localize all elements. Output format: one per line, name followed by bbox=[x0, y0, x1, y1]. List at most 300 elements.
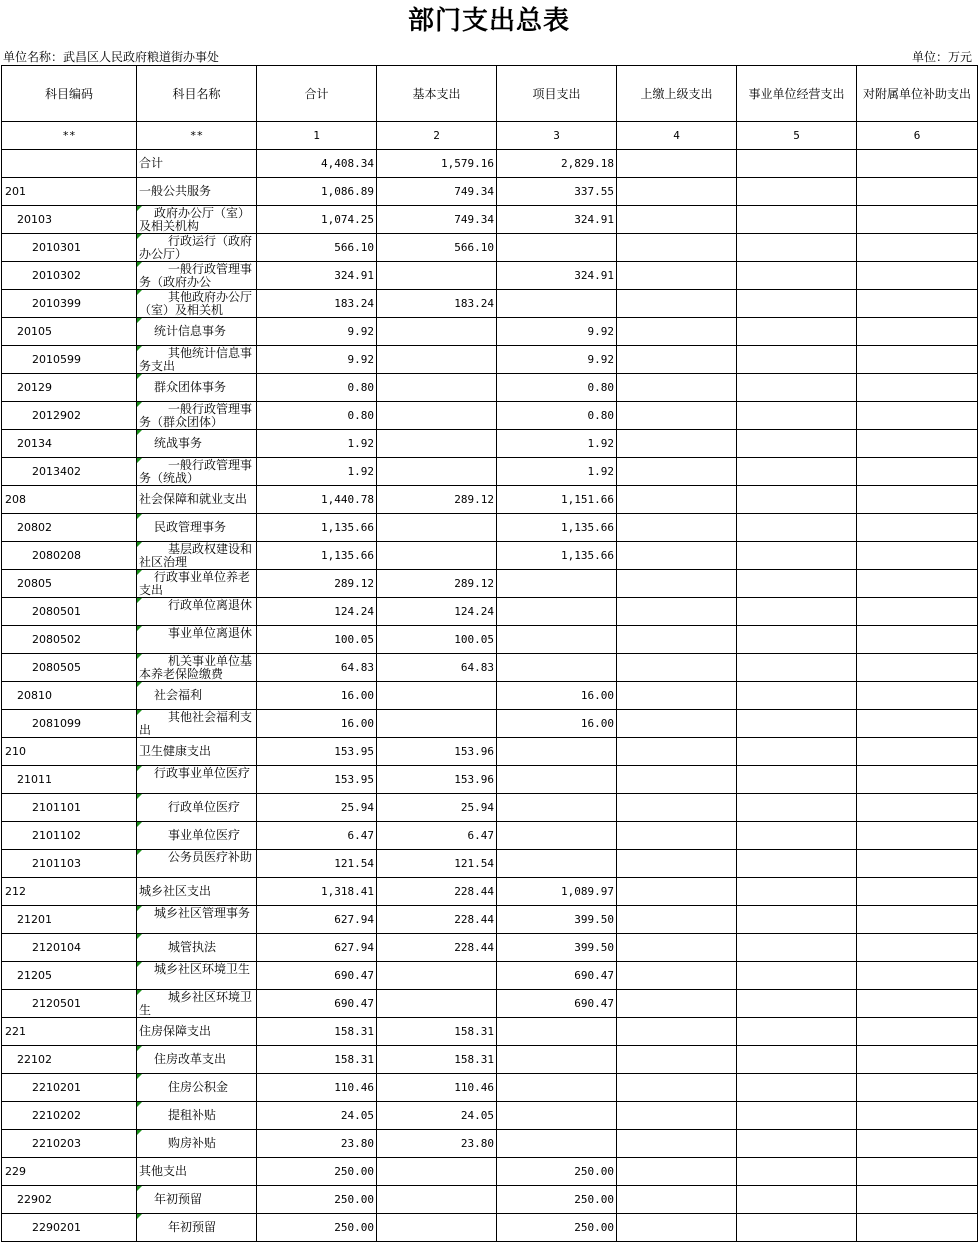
subsidiary-subsidy-cell bbox=[857, 178, 978, 206]
total-cell: 110.46 bbox=[257, 1074, 377, 1102]
subject-code-cell: 2080502 bbox=[2, 626, 137, 654]
total-cell: 1,135.66 bbox=[257, 542, 377, 570]
basic-expense-cell: 749.34 bbox=[377, 178, 497, 206]
subject-name-text: 行政单位离退休 bbox=[168, 598, 253, 612]
project-expense-cell: 250.00 bbox=[497, 1186, 617, 1214]
subsidiary-subsidy-cell bbox=[857, 710, 978, 738]
table-row bbox=[2, 430, 978, 458]
subject-name-text: 提租补贴 bbox=[168, 1108, 217, 1122]
table-row bbox=[2, 206, 978, 234]
basic-expense-cell bbox=[377, 710, 497, 738]
index-cell: 2 bbox=[377, 122, 497, 150]
total-cell: 100.05 bbox=[257, 626, 377, 654]
header-cell: 项目支出 bbox=[497, 66, 617, 122]
total-cell: 121.54 bbox=[257, 850, 377, 878]
remit-superior-cell bbox=[617, 962, 737, 990]
total-cell: 250.00 bbox=[257, 1158, 377, 1186]
subject-name-text: 一般行政管理事务（统战） bbox=[139, 458, 253, 485]
total-cell: 158.31 bbox=[257, 1046, 377, 1074]
remit-superior-cell bbox=[617, 1018, 737, 1046]
remit-superior-cell bbox=[617, 542, 737, 570]
business-operation-cell bbox=[737, 738, 857, 766]
project-expense-cell bbox=[497, 738, 617, 766]
subject-code-cell: 2010302 bbox=[2, 262, 137, 290]
project-expense-cell: 324.91 bbox=[497, 262, 617, 290]
subject-code-cell: 22102 bbox=[2, 1046, 137, 1074]
basic-expense-cell: 124.24 bbox=[377, 598, 497, 626]
total-cell: 1.92 bbox=[257, 458, 377, 486]
subject-code-cell: 20802 bbox=[2, 514, 137, 542]
business-operation-cell bbox=[737, 458, 857, 486]
index-cell: 1 bbox=[257, 122, 377, 150]
basic-expense-cell bbox=[377, 458, 497, 486]
table-row bbox=[2, 794, 978, 822]
total-cell: 153.95 bbox=[257, 738, 377, 766]
subsidiary-subsidy-cell bbox=[857, 878, 978, 906]
subsidiary-subsidy-cell bbox=[857, 346, 978, 374]
total-cell: 1.92 bbox=[257, 430, 377, 458]
subsidiary-subsidy-cell bbox=[857, 150, 978, 178]
business-operation-cell bbox=[737, 570, 857, 598]
basic-expense-cell: 23.80 bbox=[377, 1130, 497, 1158]
unit-info-row bbox=[0, 49, 976, 65]
subject-name-cell bbox=[137, 402, 257, 430]
subject-name-cell bbox=[137, 962, 257, 990]
subject-code-cell: 2080501 bbox=[2, 598, 137, 626]
subject-name-cell bbox=[137, 626, 257, 654]
subject-name-text: 机关事业单位基本养老保险缴费 bbox=[139, 654, 253, 681]
table-row bbox=[2, 990, 978, 1018]
subject-name-cell bbox=[137, 1158, 257, 1186]
business-operation-cell bbox=[737, 1074, 857, 1102]
subject-code-cell: 20105 bbox=[2, 318, 137, 346]
business-operation-cell bbox=[737, 878, 857, 906]
subject-name-cell bbox=[137, 878, 257, 906]
subject-code-cell: 21201 bbox=[2, 906, 137, 934]
business-operation-cell bbox=[737, 1158, 857, 1186]
project-expense-cell bbox=[497, 626, 617, 654]
subject-code-cell: 2101101 bbox=[2, 794, 137, 822]
remit-superior-cell bbox=[617, 878, 737, 906]
remit-superior-cell bbox=[617, 150, 737, 178]
subject-name-cell bbox=[137, 1046, 257, 1074]
business-operation-cell bbox=[737, 710, 857, 738]
subsidiary-subsidy-cell bbox=[857, 934, 978, 962]
subject-name-cell bbox=[137, 1186, 257, 1214]
subject-name-cell bbox=[137, 234, 257, 262]
remit-superior-cell bbox=[617, 654, 737, 682]
header-cell: 科目名称 bbox=[137, 66, 257, 122]
total-cell: 627.94 bbox=[257, 906, 377, 934]
basic-expense-cell: 749.34 bbox=[377, 206, 497, 234]
subject-name-cell bbox=[137, 598, 257, 626]
remit-superior-cell bbox=[617, 682, 737, 710]
subject-code-cell: 210 bbox=[2, 738, 137, 766]
subject-code-cell bbox=[2, 150, 137, 178]
table-row bbox=[2, 1130, 978, 1158]
subsidiary-subsidy-cell bbox=[857, 1214, 978, 1242]
business-operation-cell bbox=[737, 206, 857, 234]
subsidiary-subsidy-cell bbox=[857, 430, 978, 458]
index-cell: 6 bbox=[857, 122, 978, 150]
remit-superior-cell bbox=[617, 766, 737, 794]
project-expense-cell: 250.00 bbox=[497, 1214, 617, 1242]
total-cell: 16.00 bbox=[257, 682, 377, 710]
basic-expense-cell: 153.96 bbox=[377, 766, 497, 794]
remit-superior-cell bbox=[617, 598, 737, 626]
total-cell: 627.94 bbox=[257, 934, 377, 962]
remit-superior-cell bbox=[617, 346, 737, 374]
business-operation-cell bbox=[737, 598, 857, 626]
business-operation-cell bbox=[737, 430, 857, 458]
remit-superior-cell bbox=[617, 486, 737, 514]
total-cell: 1,074.25 bbox=[257, 206, 377, 234]
subject-name-cell bbox=[137, 990, 257, 1018]
business-operation-cell bbox=[737, 514, 857, 542]
business-operation-cell bbox=[737, 1046, 857, 1074]
subject-name-cell bbox=[137, 682, 257, 710]
subject-code-cell: 221 bbox=[2, 1018, 137, 1046]
subject-name-text: 一般行政管理事务（群众团体） bbox=[139, 402, 253, 429]
total-cell: 250.00 bbox=[257, 1186, 377, 1214]
table-row bbox=[2, 570, 978, 598]
project-expense-cell: 1,089.97 bbox=[497, 878, 617, 906]
project-expense-cell: 1,151.66 bbox=[497, 486, 617, 514]
basic-expense-cell: 6.47 bbox=[377, 822, 497, 850]
basic-expense-cell: 110.46 bbox=[377, 1074, 497, 1102]
subject-name-cell bbox=[137, 1214, 257, 1242]
subject-name-cell bbox=[137, 654, 257, 682]
subject-name-cell bbox=[137, 906, 257, 934]
unit-label: 单位：万元 bbox=[911, 50, 972, 64]
subsidiary-subsidy-cell bbox=[857, 374, 978, 402]
basic-expense-cell: 64.83 bbox=[377, 654, 497, 682]
business-operation-cell bbox=[737, 682, 857, 710]
table-row bbox=[2, 934, 978, 962]
project-expense-cell bbox=[497, 794, 617, 822]
subject-code-cell: 2120104 bbox=[2, 934, 137, 962]
basic-expense-cell bbox=[377, 682, 497, 710]
subsidiary-subsidy-cell bbox=[857, 1158, 978, 1186]
total-cell: 124.24 bbox=[257, 598, 377, 626]
subsidiary-subsidy-cell bbox=[857, 234, 978, 262]
business-operation-cell bbox=[737, 1018, 857, 1046]
index-row bbox=[2, 122, 978, 150]
header-cell: 事业单位经营支出 bbox=[737, 66, 857, 122]
table-row bbox=[2, 318, 978, 346]
table-row bbox=[2, 150, 978, 178]
header-row bbox=[2, 66, 978, 122]
remit-superior-cell bbox=[617, 290, 737, 318]
table-row bbox=[2, 654, 978, 682]
index-cell: ** bbox=[2, 122, 137, 150]
subject-name-cell bbox=[137, 458, 257, 486]
subject-name-text: 住房公积金 bbox=[168, 1080, 229, 1094]
total-cell: 0.80 bbox=[257, 402, 377, 430]
header-cell: 基本支出 bbox=[377, 66, 497, 122]
project-expense-cell bbox=[497, 290, 617, 318]
remit-superior-cell bbox=[617, 234, 737, 262]
total-cell: 289.12 bbox=[257, 570, 377, 598]
basic-expense-cell bbox=[377, 542, 497, 570]
total-cell: 25.94 bbox=[257, 794, 377, 822]
remit-superior-cell bbox=[617, 934, 737, 962]
subject-name-cell bbox=[137, 850, 257, 878]
subject-name-text: 社会保障和就业支出 bbox=[139, 492, 248, 506]
subject-name-cell bbox=[137, 1102, 257, 1130]
subject-name-cell bbox=[137, 486, 257, 514]
business-operation-cell bbox=[737, 1214, 857, 1242]
subsidiary-subsidy-cell bbox=[857, 682, 978, 710]
remit-superior-cell bbox=[617, 990, 737, 1018]
header-cell: 上缴上级支出 bbox=[617, 66, 737, 122]
basic-expense-cell: 24.05 bbox=[377, 1102, 497, 1130]
subject-name-text: 其他支出 bbox=[139, 1164, 188, 1178]
subject-name-text: 合计 bbox=[139, 156, 164, 170]
project-expense-cell bbox=[497, 1046, 617, 1074]
subject-code-cell: 229 bbox=[2, 1158, 137, 1186]
subsidiary-subsidy-cell bbox=[857, 906, 978, 934]
total-cell: 1,086.89 bbox=[257, 178, 377, 206]
total-cell: 183.24 bbox=[257, 290, 377, 318]
subsidiary-subsidy-cell bbox=[857, 738, 978, 766]
basic-expense-cell: 158.31 bbox=[377, 1018, 497, 1046]
project-expense-cell bbox=[497, 822, 617, 850]
project-expense-cell bbox=[497, 766, 617, 794]
table-row bbox=[2, 542, 978, 570]
project-expense-cell: 324.91 bbox=[497, 206, 617, 234]
project-expense-cell: 1.92 bbox=[497, 430, 617, 458]
subject-name-cell bbox=[137, 290, 257, 318]
subject-code-cell: 2080505 bbox=[2, 654, 137, 682]
basic-expense-cell: 100.05 bbox=[377, 626, 497, 654]
subject-name-text: 年初预留 bbox=[168, 1220, 217, 1234]
subject-name-cell bbox=[137, 570, 257, 598]
total-cell: 1,135.66 bbox=[257, 514, 377, 542]
table-row bbox=[2, 962, 978, 990]
table-row bbox=[2, 710, 978, 738]
business-operation-cell bbox=[737, 486, 857, 514]
basic-expense-cell bbox=[377, 1186, 497, 1214]
total-cell: 6.47 bbox=[257, 822, 377, 850]
total-cell: 16.00 bbox=[257, 710, 377, 738]
business-operation-cell bbox=[737, 1102, 857, 1130]
subject-code-cell: 2210201 bbox=[2, 1074, 137, 1102]
subject-name-text: 其他社会福利支出 bbox=[139, 710, 253, 737]
page-title: 部门支出总表 bbox=[407, 6, 570, 36]
business-operation-cell bbox=[737, 318, 857, 346]
project-expense-cell bbox=[497, 1018, 617, 1046]
table-row bbox=[2, 738, 978, 766]
table-row bbox=[2, 906, 978, 934]
subject-name-text: 事业单位医疗 bbox=[168, 828, 241, 842]
total-cell: 158.31 bbox=[257, 1018, 377, 1046]
subject-name-cell bbox=[137, 514, 257, 542]
subject-name-cell bbox=[137, 1074, 257, 1102]
subject-code-cell: 2010399 bbox=[2, 290, 137, 318]
subject-name-cell bbox=[137, 430, 257, 458]
subsidiary-subsidy-cell bbox=[857, 654, 978, 682]
subsidiary-subsidy-cell bbox=[857, 1130, 978, 1158]
basic-expense-cell: 289.12 bbox=[377, 486, 497, 514]
subject-code-cell: 2120501 bbox=[2, 990, 137, 1018]
business-operation-cell bbox=[737, 150, 857, 178]
subject-name-text: 其他统计信息事务支出 bbox=[139, 346, 253, 373]
subject-code-cell: 201 bbox=[2, 178, 137, 206]
subject-code-cell: 2101103 bbox=[2, 850, 137, 878]
subsidiary-subsidy-cell bbox=[857, 794, 978, 822]
total-cell: 9.92 bbox=[257, 318, 377, 346]
table-row bbox=[2, 402, 978, 430]
business-operation-cell bbox=[737, 850, 857, 878]
table-row bbox=[2, 1158, 978, 1186]
table-row bbox=[2, 878, 978, 906]
subject-name-text: 卫生健康支出 bbox=[139, 744, 212, 758]
project-expense-cell: 0.80 bbox=[497, 374, 617, 402]
subject-code-cell: 212 bbox=[2, 878, 137, 906]
subsidiary-subsidy-cell bbox=[857, 598, 978, 626]
subject-name-cell bbox=[137, 206, 257, 234]
business-operation-cell bbox=[737, 262, 857, 290]
project-expense-cell bbox=[497, 1130, 617, 1158]
table-row bbox=[2, 290, 978, 318]
subject-name-text: 行政单位医疗 bbox=[168, 800, 241, 814]
table-row bbox=[2, 262, 978, 290]
business-operation-cell bbox=[737, 934, 857, 962]
remit-superior-cell bbox=[617, 1186, 737, 1214]
subject-code-cell: 20810 bbox=[2, 682, 137, 710]
table-row bbox=[2, 850, 978, 878]
subject-name-text: 购房补贴 bbox=[168, 1136, 217, 1150]
subject-name-text: 城乡社区环境卫生 bbox=[139, 990, 253, 1017]
subsidiary-subsidy-cell bbox=[857, 458, 978, 486]
remit-superior-cell bbox=[617, 402, 737, 430]
org-label: 单位名称：武昌区人民政府粮道街办事处 bbox=[3, 50, 220, 64]
subsidiary-subsidy-cell bbox=[857, 206, 978, 234]
project-expense-cell bbox=[497, 1102, 617, 1130]
basic-expense-cell bbox=[377, 990, 497, 1018]
subsidiary-subsidy-cell bbox=[857, 962, 978, 990]
basic-expense-cell: 289.12 bbox=[377, 570, 497, 598]
basic-expense-cell: 1,579.16 bbox=[377, 150, 497, 178]
project-expense-cell bbox=[497, 1074, 617, 1102]
subsidiary-subsidy-cell bbox=[857, 990, 978, 1018]
subject-name-cell bbox=[137, 934, 257, 962]
header-cell: 合计 bbox=[257, 66, 377, 122]
project-expense-cell bbox=[497, 234, 617, 262]
subject-code-cell: 2210202 bbox=[2, 1102, 137, 1130]
subject-code-cell: 20134 bbox=[2, 430, 137, 458]
table-row bbox=[2, 1018, 978, 1046]
basic-expense-cell bbox=[377, 374, 497, 402]
project-expense-cell bbox=[497, 570, 617, 598]
table-row bbox=[2, 374, 978, 402]
business-operation-cell bbox=[737, 290, 857, 318]
subject-name-text: 住房保障支出 bbox=[139, 1024, 212, 1038]
subject-code-cell: 20129 bbox=[2, 374, 137, 402]
expenditure-table bbox=[1, 65, 978, 1242]
total-cell: 324.91 bbox=[257, 262, 377, 290]
table-row bbox=[2, 682, 978, 710]
subsidiary-subsidy-cell bbox=[857, 1102, 978, 1130]
business-operation-cell bbox=[737, 766, 857, 794]
subsidiary-subsidy-cell bbox=[857, 1186, 978, 1214]
total-cell: 153.95 bbox=[257, 766, 377, 794]
subsidiary-subsidy-cell bbox=[857, 570, 978, 598]
remit-superior-cell bbox=[617, 794, 737, 822]
table-row bbox=[2, 598, 978, 626]
project-expense-cell: 1,135.66 bbox=[497, 542, 617, 570]
subject-code-cell: 2010301 bbox=[2, 234, 137, 262]
project-expense-cell: 690.47 bbox=[497, 962, 617, 990]
project-expense-cell: 1.92 bbox=[497, 458, 617, 486]
remit-superior-cell bbox=[617, 1102, 737, 1130]
table-row bbox=[2, 178, 978, 206]
total-cell: 1,318.41 bbox=[257, 878, 377, 906]
basic-expense-cell: 121.54 bbox=[377, 850, 497, 878]
index-cell: 3 bbox=[497, 122, 617, 150]
business-operation-cell bbox=[737, 822, 857, 850]
project-expense-cell: 0.80 bbox=[497, 402, 617, 430]
table-row bbox=[2, 234, 978, 262]
subject-name-text: 城管执法 bbox=[168, 940, 217, 954]
project-expense-cell: 1,135.66 bbox=[497, 514, 617, 542]
total-cell: 4,408.34 bbox=[257, 150, 377, 178]
basic-expense-cell: 153.96 bbox=[377, 738, 497, 766]
project-expense-cell: 250.00 bbox=[497, 1158, 617, 1186]
subsidiary-subsidy-cell bbox=[857, 290, 978, 318]
table-row bbox=[2, 766, 978, 794]
subject-code-cell: 2010599 bbox=[2, 346, 137, 374]
basic-expense-cell bbox=[377, 962, 497, 990]
subsidiary-subsidy-cell bbox=[857, 850, 978, 878]
subject-name-text: 社会福利 bbox=[154, 688, 203, 702]
business-operation-cell bbox=[737, 178, 857, 206]
basic-expense-cell: 183.24 bbox=[377, 290, 497, 318]
subsidiary-subsidy-cell bbox=[857, 262, 978, 290]
project-expense-cell: 2,829.18 bbox=[497, 150, 617, 178]
table-row bbox=[2, 346, 978, 374]
index-cell: ** bbox=[137, 122, 257, 150]
total-cell: 566.10 bbox=[257, 234, 377, 262]
business-operation-cell bbox=[737, 402, 857, 430]
subject-name-text: 统战事务 bbox=[154, 436, 203, 450]
basic-expense-cell: 25.94 bbox=[377, 794, 497, 822]
basic-expense-cell: 566.10 bbox=[377, 234, 497, 262]
index-cell: 4 bbox=[617, 122, 737, 150]
subject-name-text: 事业单位离退休 bbox=[168, 626, 253, 640]
subject-name-cell bbox=[137, 178, 257, 206]
remit-superior-cell bbox=[617, 374, 737, 402]
remit-superior-cell bbox=[617, 738, 737, 766]
remit-superior-cell bbox=[617, 318, 737, 346]
subject-name-cell bbox=[137, 318, 257, 346]
subject-name-text: 行政事业单位医疗 bbox=[154, 766, 251, 780]
subject-name-cell bbox=[137, 150, 257, 178]
project-expense-cell bbox=[497, 850, 617, 878]
index-cell: 5 bbox=[737, 122, 857, 150]
subject-name-text: 城乡社区支出 bbox=[139, 884, 212, 898]
subject-name-text: 城乡社区环境卫生 bbox=[154, 962, 251, 976]
project-expense-cell bbox=[497, 654, 617, 682]
table-row bbox=[2, 486, 978, 514]
subject-name-cell bbox=[137, 374, 257, 402]
subsidiary-subsidy-cell bbox=[857, 766, 978, 794]
business-operation-cell bbox=[737, 542, 857, 570]
remit-superior-cell bbox=[617, 710, 737, 738]
table-row bbox=[2, 822, 978, 850]
subject-code-cell: 2210203 bbox=[2, 1130, 137, 1158]
